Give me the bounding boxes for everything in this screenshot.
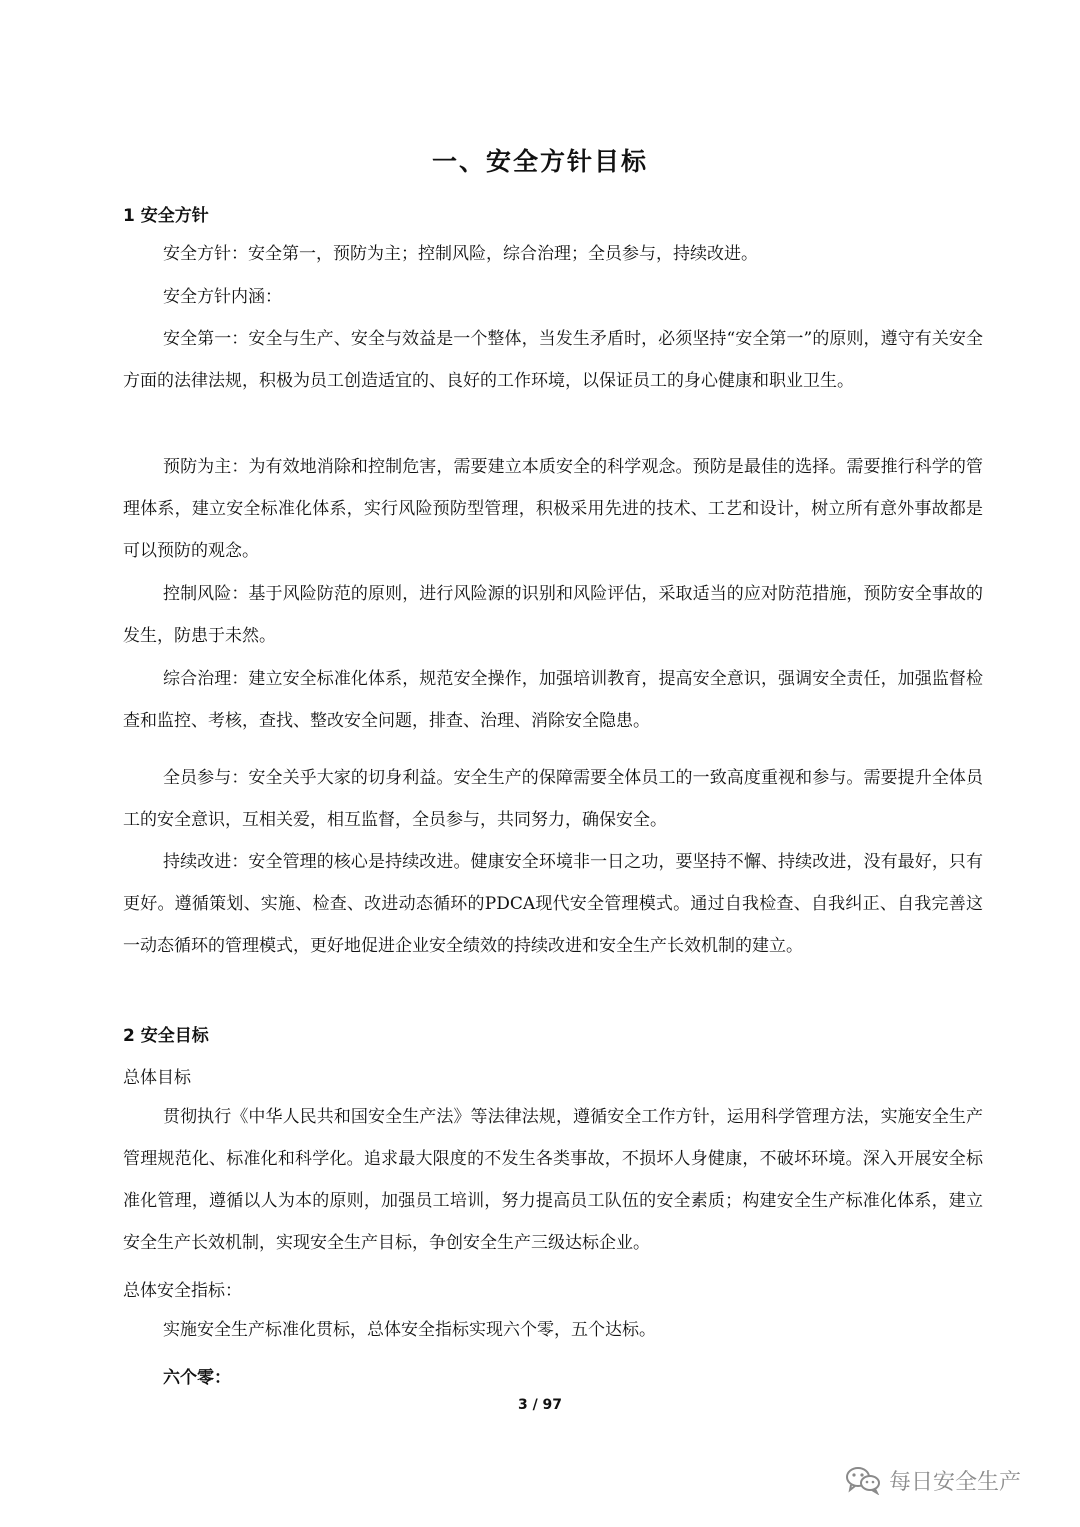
watermark-text: 每日安全生产 [889, 1469, 1022, 1495]
connotation-label: 安全方针内涵： [163, 287, 282, 307]
watermark [845, 1462, 1021, 1498]
paragraph-safety-first: 安全第一：安全与生产、安全与效益是一个整体，当发生矛盾时，必须坚持“安全第一”的原则，遵守有关安全方面的法律法规，积极为员工创造适宜的、良好的工作环境，以保证员工的身心健康和职业卫生。 [123, 329, 983, 391]
wechat-icon [845, 1465, 881, 1495]
paragraph-participation: 全员参与：安全关乎大家的切身利益。安全生产的保障需要全体员工的一致高度重视和参与。需要提升全体员工的安全意识，互相关爱，相互监督，全员参与，共同努力，确保安全。 [123, 768, 983, 830]
overall-index-label: 总体安全指标： [123, 1281, 242, 1301]
overall-goal-label: 总体目标 [123, 1068, 191, 1088]
overall-goal-text: 贯彻执行《中华人民共和国安全生产法》等法律法规，遵循安全工作方针，运用科学管理方法，实施安全生产管理规范化、标准化和科学化。追求最大限度的不发生各类事故，不损坏人身健康，不破坏环境。深入开展安全标准化管理，遵循以人为本的原则，加强员工培训，努力提高员工队伍的安全素质；构建安全生产标准化体系，建立安全生产长效机制，实现安全生产目标，争创安全生产三级达标企业。 [123, 1107, 983, 1253]
paragraph-risk-control: 控制风险：基于风险防范的原则，进行风险源的识别和风险评估，采取适当的应对防范措施，预防安全事故的发生，防患于未然。 [123, 584, 983, 646]
section-heading-goals: 2 安全目标 [123, 1026, 209, 1046]
paragraph-governance: 综合治理：建立安全标准化体系，规范安全操作，加强培训教育，提高安全意识，强调安全责任，加强监督检查和监控、考核，查找、整改安全问题，排查、治理、消除安全隐患。 [123, 669, 983, 731]
overall-index-text: 实施安全生产标准化贯标，总体安全指标实现六个零，五个达标。 [163, 1320, 656, 1340]
page-number: 3 / 97 [517, 1397, 563, 1413]
section-heading-policy: 1 安全方针 [123, 206, 209, 226]
six-zero-heading: 六个零： [163, 1368, 231, 1388]
policy-statement: 安全方针：安全第一，预防为主；控制风险，综合治理；全员参与，持续改进。 [163, 244, 758, 264]
paragraph-prevention: 预防为主：为有效地消除和控制危害，需要建立本质安全的科学观念。预防是最佳的选择。需要推行科学的管理体系，建立安全标准化体系，实行风险预防型管理，积极采用先进的技术、工艺和设计，树立所有意外事故都是可以预防的观念。 [123, 457, 983, 561]
paragraph-improvement: 持续改进：安全管理的核心是持续改进。健康安全环境非一日之功，要坚持不懈、持续改进，没有最好，只有更好。遵循策划、实施、检查、改进动态循环的PDCA现代安全管理模式。通过自我检查、自我纠正、自我完善这一动态循环的管理模式，更好地促进企业安全绩效的持续改进和安全生产长效机制的建立。 [123, 852, 983, 956]
page-title: 一、安全方针目标 [431, 147, 648, 176]
